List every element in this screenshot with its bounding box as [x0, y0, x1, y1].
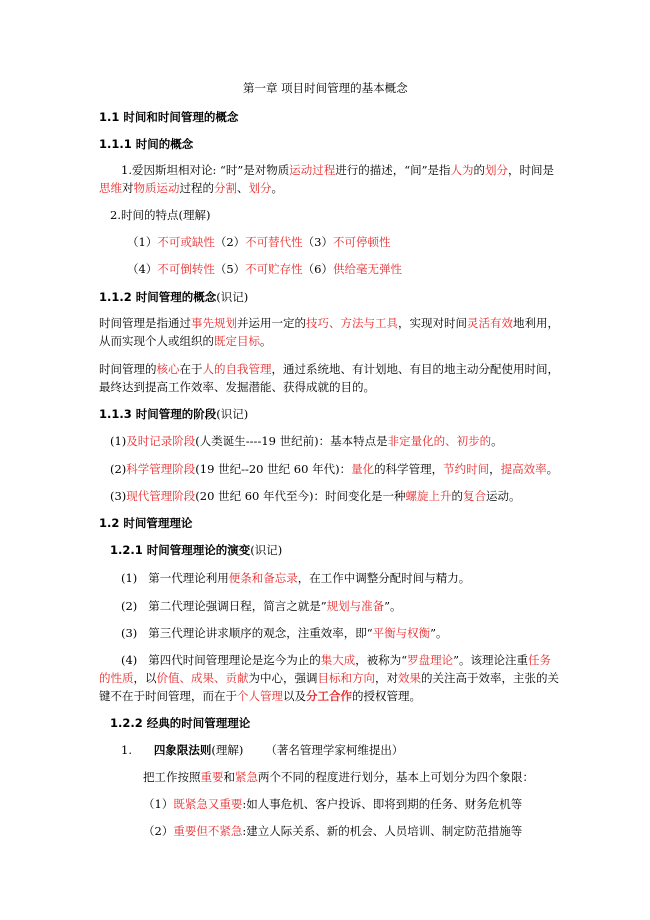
text: 。 — [271, 181, 283, 195]
generation-3 — [121, 626, 448, 641]
text: 以及 — [283, 689, 306, 703]
stage-3 — [110, 489, 521, 504]
highlight: 事先规划 — [191, 316, 237, 330]
text: 时间管理的 — [99, 362, 157, 376]
highlight: 运动过程 — [289, 163, 336, 177]
highlight: 效果 — [398, 671, 421, 685]
four-quadrant-title — [121, 743, 403, 758]
heading-note: (识记) — [250, 543, 283, 557]
text: 为中心，强调 — [248, 671, 318, 685]
paragraph-tm-core — [99, 362, 559, 377]
heading-note: (识记) — [216, 290, 249, 304]
text: 并运用一定的 — [237, 316, 306, 330]
text: (4) — [121, 653, 138, 667]
text: 的关注高于效率，主张的关 — [421, 671, 559, 685]
text: (1) — [110, 434, 127, 448]
generation-4-cont — [99, 671, 559, 686]
highlight: 的性质 — [99, 671, 134, 685]
heading-text: 四象限法则 — [153, 743, 212, 757]
text: 的 — [473, 163, 486, 177]
highlight: 集大成 — [320, 653, 356, 667]
highlight: 不可停顿性 — [332, 235, 391, 249]
chapter-title: 第一章 项目时间管理的基本概念 — [243, 81, 408, 95]
highlight: 现代管理阶段 — [126, 489, 196, 503]
text: （2） — [214, 235, 246, 249]
highlight: 复合 — [463, 489, 487, 503]
text: 的授权管理。 — [352, 689, 421, 703]
text: （5） — [214, 262, 246, 276]
text: 的科学管理， — [374, 462, 444, 476]
heading-text: 1.2.1 时间管理理论的演变 — [110, 543, 251, 557]
text: 第四代时间管理理论是迄今为止的 — [148, 653, 321, 667]
text: ”。该理论注重 — [453, 653, 529, 667]
stage-2 — [110, 462, 558, 477]
list-number: 1. — [121, 743, 132, 757]
highlight: 提高效率 — [500, 462, 547, 476]
text: （1） — [127, 235, 158, 249]
highlight: 便条和备忘录 — [228, 571, 298, 585]
text: 第二代理论强调日程，简言之就是” — [148, 599, 327, 613]
text: 键不在于时间管理，而在于 — [99, 689, 237, 703]
highlight: 思维 — [99, 181, 122, 195]
highlight: 既紧急又重要 — [173, 797, 243, 811]
highlight: 人为 — [450, 163, 474, 177]
highlight: 不可或缺性 — [157, 235, 215, 249]
time-features-row-1 — [127, 235, 390, 250]
paragraph-tm-definition-cont — [99, 334, 272, 349]
highlight: 价值、成果、贡献 — [156, 671, 249, 685]
highlight: 个人管理 — [237, 689, 283, 703]
highlight: 紧急 — [235, 770, 258, 784]
text: 进行的描述，“间”是指 — [335, 163, 451, 177]
text: (2) — [110, 462, 127, 476]
highlight: 罗盘理论 — [407, 653, 454, 667]
heading-text: 1.1.2 时间管理的概念 — [99, 290, 217, 304]
highlight: 不可替代性 — [245, 235, 303, 249]
text: 。 — [491, 434, 503, 448]
text: 、 — [237, 181, 249, 195]
highlight: 任务 — [528, 653, 552, 667]
text: (3) — [121, 626, 138, 640]
text: (1) — [121, 571, 138, 585]
attribution: （著名管理学家柯维提出） — [265, 743, 404, 757]
generation-4 — [121, 653, 551, 668]
text: ， — [489, 462, 501, 476]
highlight: 物质运动 — [133, 181, 180, 195]
highlight: 及时记录阶段 — [126, 434, 196, 448]
section-1-1-2-heading — [99, 290, 248, 305]
time-features-heading: 2.时间的特点(理解) — [110, 208, 211, 222]
text: ”。 — [384, 599, 402, 613]
highlight: 供给毫无弹性 — [332, 262, 402, 276]
text: ，在工作中调整分配时间与精力。 — [297, 571, 471, 585]
section-1-2-1-heading — [110, 543, 282, 558]
paragraph-time-concept — [121, 163, 554, 178]
highlight: 人的自我管理 — [202, 362, 272, 376]
paragraph-tm-definition — [99, 316, 559, 331]
text: 。 — [260, 334, 272, 348]
text: 运动。 — [486, 489, 521, 503]
highlight: 螺旋上升 — [405, 489, 452, 503]
text: 从而实现个人或组织的 — [99, 334, 214, 348]
text: ”。 — [430, 626, 448, 640]
text: 第三代理论讲求顺序的观念，注重效率，即“ — [148, 626, 373, 640]
highlight: 平衡与权衡 — [372, 626, 431, 640]
generation-1 — [121, 571, 470, 586]
highlight: 既定目标 — [214, 334, 260, 348]
text: 把工作按照 — [143, 770, 201, 784]
section-1-1-heading: 1.1 时间和时间管理的概念 — [99, 110, 239, 124]
text: (2) — [121, 599, 138, 613]
text: (20 世纪 60 年代至今)：时间变化是一种 — [195, 489, 406, 503]
highlight: 重要但不紧急 — [173, 824, 243, 838]
text: （4） — [127, 262, 158, 276]
text: 第一代理论利用 — [148, 571, 229, 585]
highlight: 灵活有效 — [467, 316, 513, 330]
highlight: 节约时间 — [443, 462, 490, 476]
quadrant-1 — [143, 797, 522, 812]
highlight: 不可倒转性 — [157, 262, 215, 276]
text: 1.爱因斯坦相对论: “时”是对物质 — [121, 163, 290, 177]
text: （2） — [143, 824, 174, 838]
four-quadrant-intro — [143, 770, 534, 785]
highlight: 重要 — [200, 770, 224, 784]
text: (3) — [110, 489, 127, 503]
quadrant-2 — [143, 824, 522, 839]
text: ，实现对时间 — [398, 316, 467, 330]
section-1-2-2-heading: 1.2.2 经典的时间管理理论 — [110, 716, 251, 730]
highlight: 量化 — [351, 462, 375, 476]
text: 两个不同的程度进行划分，基本上可划分为四个象限： — [258, 770, 534, 784]
highlight: 划分 — [248, 181, 272, 195]
highlight: 技巧、方法与工具 — [306, 316, 398, 330]
section-1-1-1-heading: 1.1.1 时间的概念 — [99, 137, 194, 151]
text: (人类诞生----19 世纪前)：基本特点是 — [195, 434, 388, 448]
text: ，以 — [133, 671, 157, 685]
generation-4-cont-2 — [99, 689, 421, 704]
text: :建立人际关系、新的机会、人员培训、制定防范措施等 — [242, 824, 523, 838]
text: 过程的 — [179, 181, 214, 195]
text: （3） — [302, 235, 333, 249]
highlight: 分割 — [214, 181, 237, 195]
heading-note: (识记) — [216, 407, 249, 421]
heading-note: (理解) — [211, 743, 244, 757]
paragraph-time-concept-cont — [99, 181, 283, 196]
highlight: 分工合作 — [306, 689, 352, 703]
text: :如人事危机、客户投诉、即将到期的任务、财务危机等 — [242, 797, 523, 811]
highlight: 科学管理阶段 — [126, 462, 196, 476]
generation-2 — [121, 599, 402, 614]
heading-text: 1.1.3 时间管理的阶段 — [99, 407, 217, 421]
highlight: 不可贮存性 — [245, 262, 303, 276]
text: ，被称为“ — [355, 653, 408, 667]
highlight: 非定量化的、初步的 — [387, 434, 492, 448]
highlight: 划分 — [485, 163, 509, 177]
text: 时间管理是指通过 — [99, 316, 191, 330]
highlight: 目标和方向 — [317, 671, 375, 685]
text: ，通过系统地、有计划地、有目的地主动分配使用时间， — [271, 362, 559, 376]
text: 。 — [546, 462, 559, 476]
highlight: 核心 — [156, 362, 180, 376]
text: ，时间是 — [508, 163, 555, 177]
text: 的 — [451, 489, 464, 503]
text: 地利用， — [513, 316, 559, 330]
section-1-1-3-heading — [99, 407, 248, 422]
section-1-2-heading: 1.2 时间管理理论 — [99, 516, 193, 530]
text: 对 — [122, 181, 134, 195]
text: ，对 — [375, 671, 398, 685]
text: (19 世纪--20 世纪 60 年代)： — [195, 462, 352, 476]
text: 和 — [223, 770, 235, 784]
text: （1） — [143, 797, 174, 811]
text: 在于 — [179, 362, 203, 376]
text: （6） — [302, 262, 333, 276]
time-features-row-2 — [127, 262, 402, 277]
paragraph-tm-core-cont: 最终达到提高工作效率、发掘潜能、获得成就的目的。 — [99, 380, 375, 394]
stage-1 — [110, 434, 503, 449]
highlight: 规划与准备 — [326, 599, 385, 613]
